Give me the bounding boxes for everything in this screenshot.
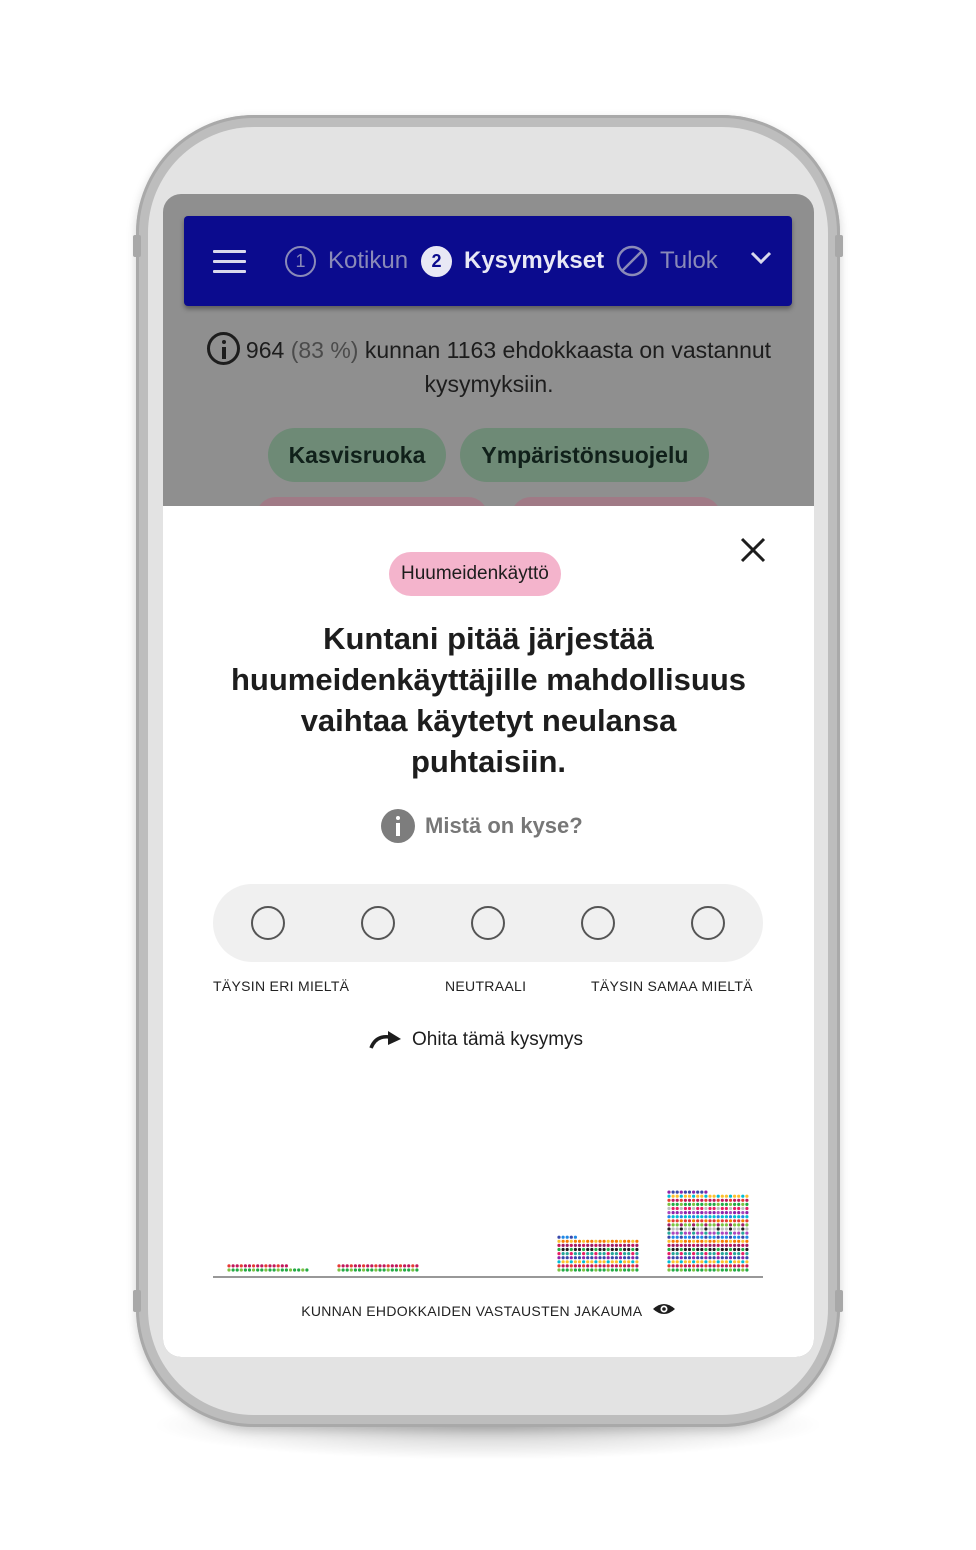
close-icon[interactable] — [739, 536, 767, 564]
distribution-bar — [227, 1264, 308, 1271]
distribution-caption — [163, 1302, 814, 1319]
answered-percent: (83 %) — [290, 337, 359, 363]
phone-screen — [163, 194, 814, 1357]
step-home-municipality[interactable] — [285, 243, 408, 279]
answer-option-1[interactable] — [251, 906, 285, 940]
answer-option-3[interactable] — [471, 906, 505, 940]
app-bar — [184, 216, 792, 306]
distribution-bar — [337, 1264, 418, 1271]
answer-option-2[interactable] — [361, 906, 395, 940]
scale-label-agree: TÄYSIN SAMAA MIELTÄ — [591, 978, 753, 994]
phone-side-button — [835, 235, 843, 257]
category-chips — [163, 428, 814, 482]
question-text: Kuntani pitää järjestää huumeidenkäyttäjille mahdollisuus vaihtaa käytetyt neulansa puhtaisiin. — [230, 621, 747, 779]
skip-question-label: Ohita tämä kysymys — [412, 1029, 584, 1050]
info-icon — [381, 809, 415, 843]
eye-icon[interactable] — [652, 1302, 676, 1316]
menu-icon[interactable] — [213, 250, 246, 274]
question-category-tag: Huumeidenkäyttö — [389, 552, 561, 596]
question-sheet — [163, 506, 814, 1357]
phone-side-button — [835, 1290, 843, 1312]
answer-distribution-chart — [213, 1076, 763, 1284]
distribution-caption-text: KUNNAN EHDOKKAIDEN VASTAUSTEN JAKAUMA — [301, 1303, 642, 1319]
category-chip[interactable]: Kasvisruoka — [268, 428, 447, 482]
step-label: Tulok — [660, 247, 718, 274]
skip-question-button[interactable] — [368, 1026, 583, 1054]
phone-side-button — [133, 1290, 141, 1312]
help-link-label: Mistä on kyse? — [425, 813, 583, 838]
step-number-1: 1 — [285, 246, 316, 277]
answer-scale — [213, 884, 763, 962]
chevron-down-icon[interactable] — [749, 248, 773, 268]
redo-arrow-icon — [368, 1030, 404, 1050]
answer-count-info — [183, 332, 795, 401]
distribution-bar — [557, 1236, 638, 1272]
step-results[interactable] — [616, 243, 718, 279]
step-label: Kysymykset — [464, 247, 605, 274]
step-questions[interactable] — [421, 243, 604, 279]
answered-count: 964 — [245, 337, 285, 363]
scale-label-neutral: NEUTRAALI — [445, 978, 527, 994]
answer-option-4[interactable] — [581, 906, 615, 940]
step-number-2: 2 — [421, 246, 452, 277]
help-link[interactable] — [381, 808, 583, 844]
distribution-bar — [667, 1191, 748, 1272]
answer-count-text: kunnan 1163 ehdokkaasta on vastannut kysymyksiin. — [364, 337, 772, 397]
scale-label-disagree: TÄYSIN ERI MIELTÄ — [213, 978, 350, 994]
block-icon — [616, 245, 648, 277]
info-icon — [207, 332, 240, 365]
phone-side-button — [133, 235, 141, 257]
category-chip[interactable]: Ympäristönsuojelu — [460, 428, 709, 482]
step-label: Kotikun — [328, 247, 409, 274]
answer-option-5[interactable] — [691, 906, 725, 940]
